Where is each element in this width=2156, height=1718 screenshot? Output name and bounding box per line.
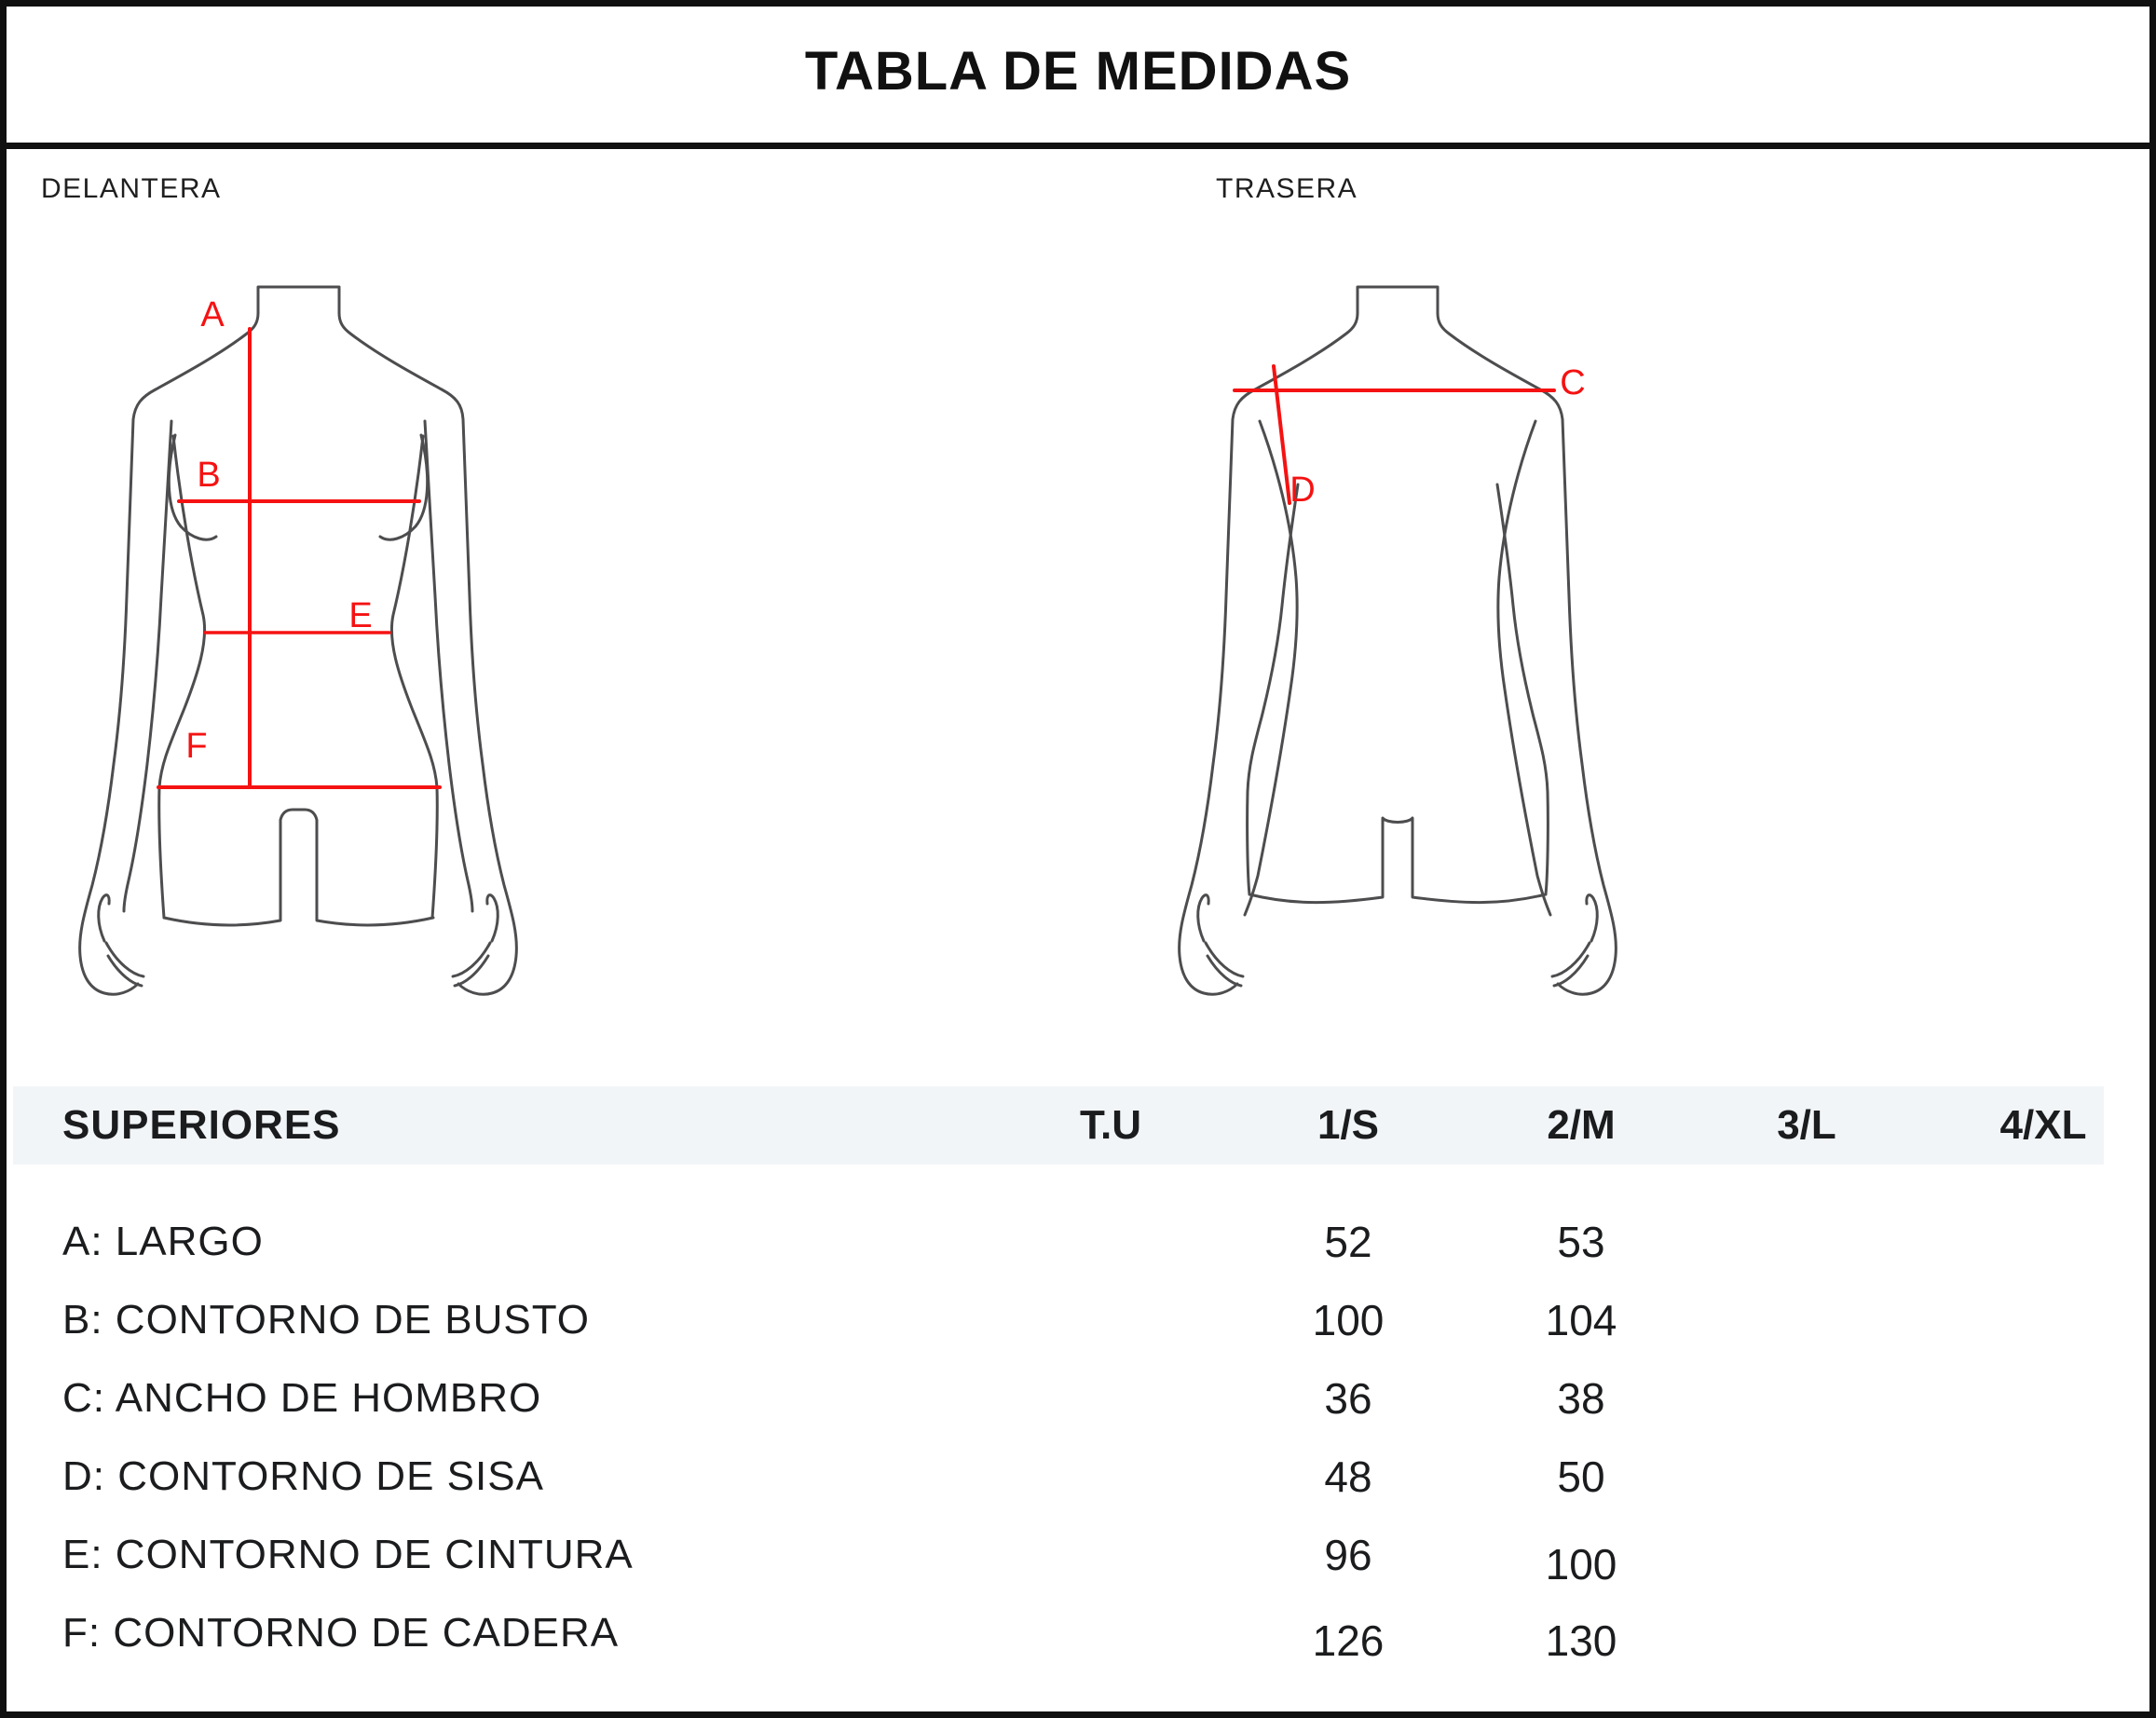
section-header: SUPERIORES (62, 1102, 341, 1148)
size-column-header: T.U (1080, 1102, 1141, 1148)
row-label: D: CONTORNO DE SISA (62, 1453, 544, 1499)
marker-c: C (1560, 363, 1586, 402)
size-value: 100 (1312, 1296, 1385, 1344)
measurement-row (0, 1449, 2156, 1505)
row-label: B: CONTORNO DE BUSTO (62, 1297, 591, 1343)
measurement-row (0, 1292, 2156, 1348)
size-value: 50 (1557, 1452, 1605, 1501)
marker-a: A (200, 295, 225, 334)
measurement-row (0, 1214, 2156, 1270)
marker-e: E (348, 596, 373, 635)
size-value: 104 (1545, 1296, 1617, 1344)
marker-b: B (197, 456, 221, 495)
size-value: 48 (1324, 1452, 1372, 1501)
size-column-header: 2/M (1547, 1102, 1616, 1148)
size-value: 96 (1324, 1531, 1372, 1579)
back-view-label: TRASERA (1216, 173, 1358, 204)
measurement-row (0, 1605, 2156, 1665)
size-value: 38 (1557, 1374, 1605, 1423)
row-label: F: CONTORNO DE CADERA (62, 1610, 620, 1656)
page-title: TABLA DE MEDIDAS (804, 41, 1352, 102)
size-value: 53 (1557, 1218, 1605, 1266)
measurement-row (0, 1370, 2156, 1426)
size-column-header: 3/L (1777, 1102, 1836, 1148)
marker-f: F (185, 727, 208, 766)
size-value: 100 (1545, 1540, 1617, 1588)
measurement-row (0, 1527, 2156, 1588)
size-value: 126 (1312, 1616, 1385, 1665)
size-column-header: 1/S (1317, 1102, 1380, 1148)
row-label: E: CONTORNO DE CINTURA (62, 1532, 634, 1577)
size-value: 36 (1324, 1374, 1372, 1423)
row-label: C: ANCHO DE HOMBRO (62, 1375, 542, 1421)
size-value: 130 (1545, 1616, 1617, 1665)
marker-d: D (1290, 470, 1316, 510)
size-column-header: 4/XL (1999, 1102, 2087, 1148)
front-view-label: DELANTERA (41, 173, 222, 204)
size-value: 52 (1324, 1218, 1372, 1266)
row-label: A: LARGO (62, 1219, 264, 1264)
